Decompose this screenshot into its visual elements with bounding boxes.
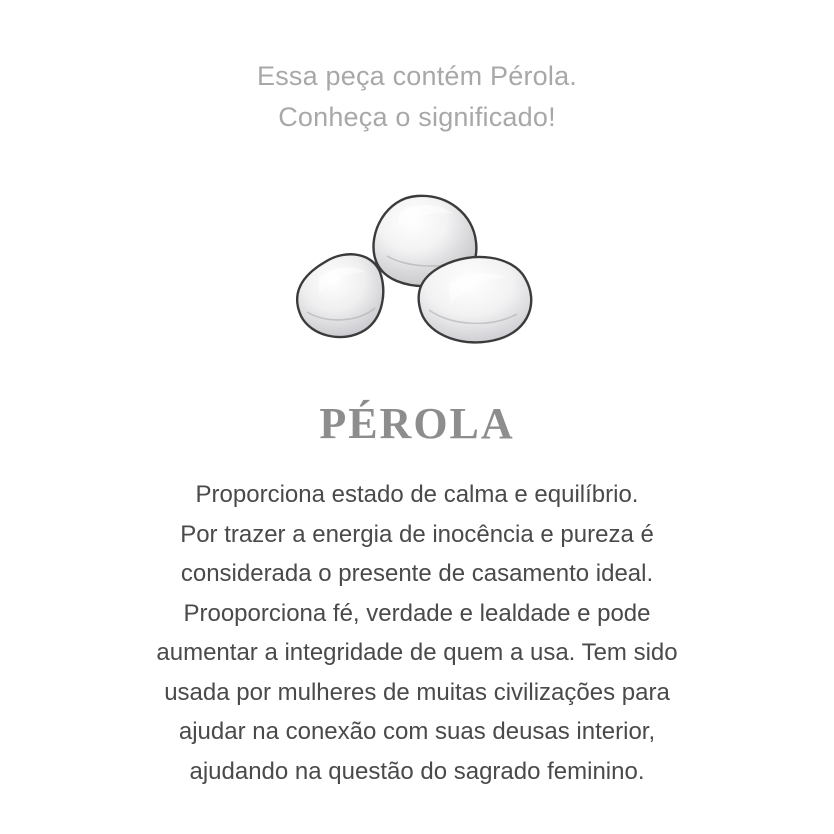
page-title: PÉROLA (319, 399, 515, 448)
headline-line-2: Conheça o significado! (278, 102, 556, 132)
description-line: Por trazer a energia de inocência e pureza é (180, 520, 654, 548)
headline (257, 56, 577, 138)
description-line: considerada o presente de casamento ideal. (180, 560, 654, 587)
headline-line-1: Essa peça contém Pérola. (257, 61, 577, 91)
description-line: ajudar na conexão com suas deusas interior, (178, 718, 656, 745)
description-line: usada por mulheres de muitas civilizações para (164, 678, 670, 706)
pearl-cluster-illustration (257, 184, 577, 374)
description-line: ajudando na questão do sagrado feminino. (189, 757, 645, 785)
description-line: Proporciona estado de calma e equilíbrio. (195, 481, 639, 508)
gem-description (67, 475, 767, 791)
description-line: Prooporciona fé, verdade e lealdade e pode (183, 599, 651, 627)
description-line: aumentar a integridade de quem a usa. Tem sido (156, 639, 678, 666)
